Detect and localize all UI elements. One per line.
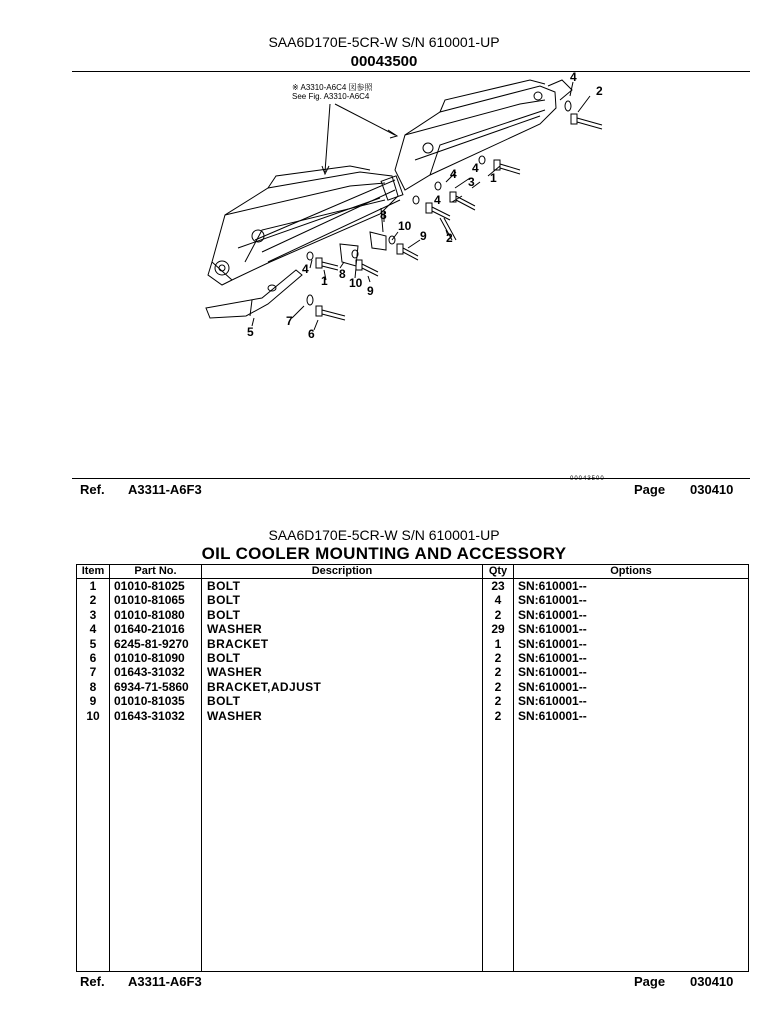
callout-label: 9 <box>420 229 427 243</box>
page2-title: OIL COOLER MOUNTING AND ACCESSORY <box>201 544 567 563</box>
table-row <box>77 622 748 636</box>
callout-label: 8 <box>339 267 346 281</box>
callout-label: 7 <box>286 314 293 328</box>
cell-options: SN:610001-- <box>518 622 587 637</box>
parts-table <box>76 564 749 972</box>
cell-item: 7 <box>89 665 97 680</box>
cell-part-no: 01643-31032 <box>114 665 185 680</box>
page1-ref-label: Ref. <box>80 482 105 497</box>
cell-qty: 2 <box>494 607 502 622</box>
cell-options: SN:610001-- <box>518 708 587 723</box>
table-row <box>77 651 748 665</box>
cell-options: SN:610001-- <box>518 650 587 665</box>
table-row <box>77 608 748 622</box>
callout-label: 4 <box>434 193 441 207</box>
cell-description: WASHER <box>207 708 263 723</box>
cell-qty: 2 <box>494 679 502 694</box>
page1-doc-number: 00043500 <box>350 53 418 70</box>
cell-item: 10 <box>86 708 100 723</box>
cell-part-no: 01640-21016 <box>114 622 185 637</box>
cell-options: SN:610001-- <box>518 694 587 709</box>
cell-options: SN:610001-- <box>518 593 587 608</box>
oil-cooler-exploded-diagram <box>0 70 768 482</box>
parts-rows <box>77 579 748 723</box>
callout-label: 1 <box>490 171 497 185</box>
cell-options: SN:610001-- <box>518 679 587 694</box>
header-item: Item <box>81 565 105 577</box>
page2-model: SAA6D170E-5CR-W S/N 610001-UP <box>268 527 500 543</box>
table-row <box>77 579 748 593</box>
callout-label: 10 <box>398 219 412 233</box>
callout-label: 1 <box>321 274 328 288</box>
page2-page-label: Page <box>634 974 666 989</box>
page1-page-label: Page <box>634 482 666 497</box>
cell-description: BRACKET,ADJUST <box>207 679 322 694</box>
cell-part-no: 01010-81080 <box>114 607 185 622</box>
cell-qty: 23 <box>491 579 505 593</box>
cell-qty: 4 <box>494 593 502 608</box>
cell-qty: 2 <box>494 694 502 709</box>
cell-part-no: 01010-81090 <box>114 650 185 665</box>
cell-description: WASHER <box>207 665 263 680</box>
page1-bottom-rule <box>72 478 750 479</box>
cell-options: SN:610001-- <box>518 607 587 622</box>
cell-description: BOLT <box>207 579 241 593</box>
cell-description: BOLT <box>207 607 241 622</box>
page2-ref-label: Ref. <box>80 974 105 989</box>
cell-qty: 2 <box>494 650 502 665</box>
page1-page-value: 030410 <box>690 482 734 497</box>
cell-qty: 2 <box>494 708 502 723</box>
callout-label: 4 <box>570 70 577 84</box>
header-options: Options <box>610 565 652 577</box>
cell-item: 5 <box>89 636 97 651</box>
upper-cooler-body <box>395 80 572 190</box>
header-part-no: Part No. <box>134 565 177 577</box>
cell-qty: 2 <box>494 665 502 680</box>
page1-ref-value: A3311-A6F3 <box>128 482 202 497</box>
cell-item: 1 <box>89 579 97 593</box>
table-row <box>77 637 748 651</box>
callout-label: 4 <box>472 161 479 175</box>
cell-part-no: 6245-81-9270 <box>114 636 189 651</box>
cell-item: 4 <box>89 622 97 637</box>
callout-label: 10 <box>349 276 363 290</box>
cell-options: SN:610001-- <box>518 636 587 651</box>
callout-label: 2 <box>596 84 603 98</box>
cell-part-no: 01010-81025 <box>114 579 185 593</box>
table-row <box>77 694 748 708</box>
callout-label: 4 <box>302 262 309 276</box>
callout-label: 9 <box>367 284 374 298</box>
callout-label: 8 <box>380 208 387 222</box>
image-code: 00043500 <box>570 476 605 482</box>
page2-ref-value: A3311-A6F3 <box>128 974 202 989</box>
callout-label: 5 <box>247 325 254 339</box>
page2-page-value: 030410 <box>690 974 734 989</box>
bracket-part <box>206 270 302 318</box>
callout-label: 6 <box>308 327 315 341</box>
cell-item: 2 <box>89 593 97 608</box>
cell-description: BOLT <box>207 593 241 608</box>
cell-qty: 1 <box>494 636 502 651</box>
cell-part-no: 01010-81065 <box>114 593 185 608</box>
cell-item: 8 <box>89 679 97 694</box>
callout-label: 4 <box>450 167 457 181</box>
cell-part-no: 01643-31032 <box>114 708 185 723</box>
cell-options: SN:610001-- <box>518 579 587 593</box>
cell-item: 3 <box>89 607 97 622</box>
callout-label: 3 <box>468 175 475 189</box>
cell-qty: 29 <box>491 622 505 637</box>
cell-description: BOLT <box>207 650 241 665</box>
diagram-note-line2: See Fig. A3310-A6C4 <box>292 92 370 101</box>
header-qty: Qty <box>488 565 508 577</box>
header-description: Description <box>311 565 373 577</box>
cell-description: WASHER <box>207 622 263 637</box>
table-row <box>77 593 748 607</box>
cell-item: 6 <box>89 650 97 665</box>
table-row <box>77 709 748 723</box>
table-row <box>77 665 748 679</box>
callout-label: 2 <box>446 231 453 245</box>
table-row <box>77 680 748 694</box>
cell-description: BOLT <box>207 694 241 709</box>
page1-model: SAA6D170E-5CR-W S/N 610001-UP <box>268 34 500 50</box>
cell-description: BRACKET <box>207 636 269 651</box>
cell-item: 9 <box>89 694 97 709</box>
cell-options: SN:610001-- <box>518 665 587 680</box>
cell-part-no: 6934-71-5860 <box>114 679 189 694</box>
cell-part-no: 01010-81035 <box>114 694 185 709</box>
diagram-note-line1: ※ A3310-A6C4 図参照 <box>292 83 373 92</box>
